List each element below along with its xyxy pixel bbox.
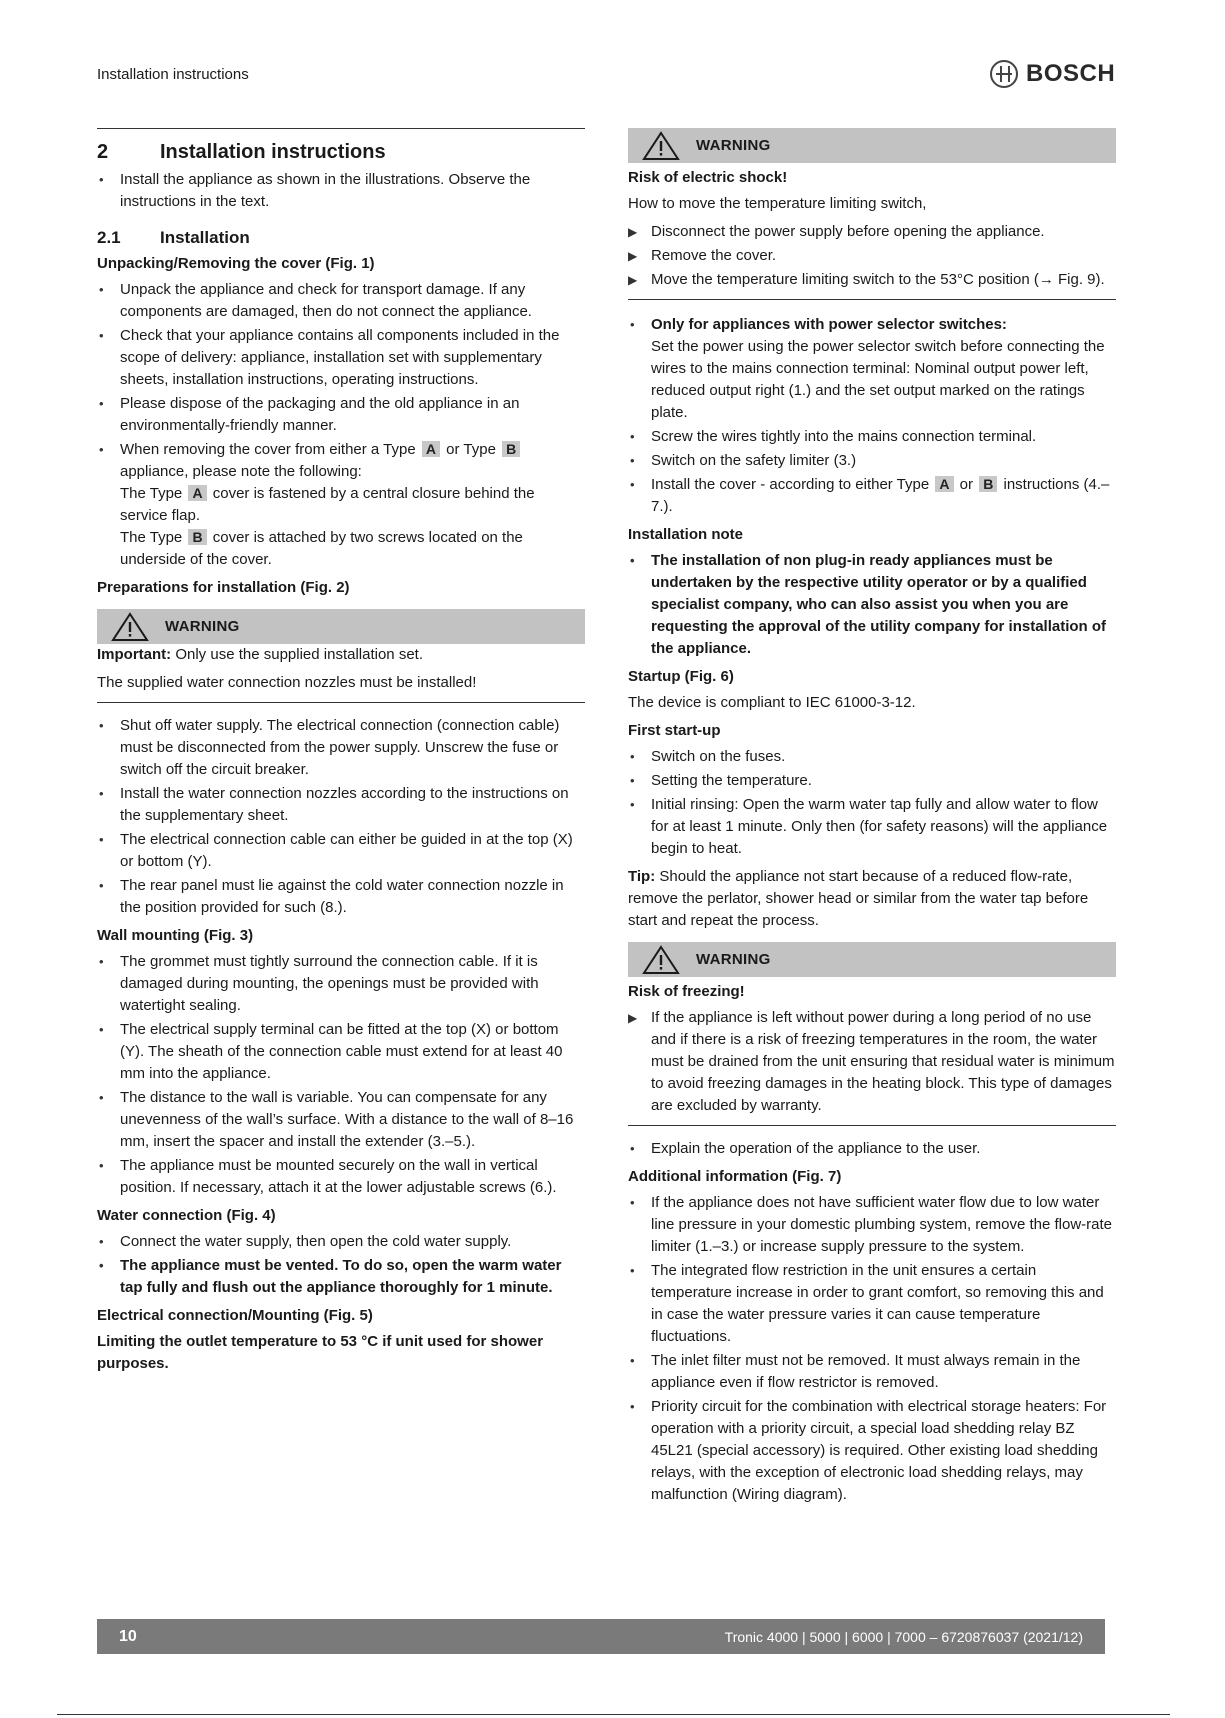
prep-heading: Preparations for installation (Fig. 2): [97, 579, 350, 596]
list-item-power: [628, 314, 1116, 424]
freeze-steps: [628, 1007, 1116, 1117]
shock-intro: How to move the temperature limiting switch,: [628, 195, 927, 212]
warning-label: WARNING: [165, 617, 240, 635]
subsection-number: 2.1: [97, 228, 121, 247]
warning-box: [97, 609, 585, 703]
tip-text: Should the appliance not start because of a reduced flow-rate, remove the perlator, shower head or similar from the water tap before start and repeat the process.: [628, 868, 1089, 929]
type-b-badge: B: [979, 476, 997, 492]
list-item: • Setting the temperature.: [628, 770, 1116, 792]
cover-text: The Type: [120, 485, 183, 502]
list-item: • The electrical connection cable can either be guided in at the top (X) or bottom (Y).: [97, 829, 585, 873]
type-b-badge: B: [502, 441, 520, 457]
freeze-heading: Risk of freezing!: [628, 983, 745, 1000]
bosch-armature-icon: [990, 60, 1018, 88]
additional-list: [628, 1192, 1116, 1506]
cover-text: or Type: [446, 441, 496, 458]
subsection-title: Installation: [160, 228, 250, 247]
cover-text: instructions (4.–7.).: [651, 476, 1110, 515]
list-item: • Screw the wires tightly into the mains connection terminal.: [628, 426, 1116, 448]
left-column: [97, 128, 585, 1379]
warning-text: The supplied water connection nozzles must be installed!: [97, 674, 477, 691]
list-item: • Explain the operation of the appliance to the user.: [628, 1138, 1116, 1160]
list-item: • Please dispose of the packaging and the old appliance in an environmentally-friendly manner.: [97, 393, 585, 437]
type-a-badge: A: [422, 441, 440, 457]
shock-heading: Risk of electric shock!: [628, 169, 788, 186]
warning-header: [628, 128, 1116, 163]
shock-steps: [628, 221, 1116, 291]
cover-text: appliance, please note the following:: [120, 463, 362, 480]
type-a-badge: A: [935, 476, 953, 492]
first-startup-list: [628, 746, 1116, 860]
list-item: • The appliance must be vented. To do so, open the warm water tap fully and flush out the appliance thoroughly for 1 minute.: [97, 1255, 585, 1299]
type-b-badge: B: [188, 529, 206, 545]
list-item: • Switch on the safety limiter (3.): [628, 450, 1116, 472]
cover-text: The Type: [120, 529, 183, 546]
warning-text: Only use the supplied installation set.: [175, 646, 423, 663]
power-list: [628, 314, 1116, 518]
warning-box: [628, 942, 1116, 1126]
warning-triangle-icon: [642, 945, 680, 975]
startup-heading: Startup (Fig. 6): [628, 668, 734, 685]
warning-triangle-icon: [642, 131, 680, 161]
list-item: • The inlet filter must not be removed. It must always remain in the appliance even if flow restrictor is removed.: [628, 1350, 1116, 1394]
list-item: • Switch on the fuses.: [628, 746, 1116, 768]
power-heading: Only for appliances with power selector switches:: [651, 316, 1007, 333]
cover-text: cover is attached by two screws located on the underside of the cover.: [120, 529, 523, 568]
water-list: [97, 1231, 585, 1299]
power-text: Set the power using the power selector switch before connecting the wires to the mains connection terminal: Nominal output power left, reduced output right (1.) and the set output marked on the ratings plate.: [651, 338, 1105, 421]
list-item: • The distance to the wall is variable. You can compensate for any unevenness of the wall’s surface. With a distance to the wall of 8–16 mm, insert the spacer and install the extender (3.–5.).: [97, 1087, 585, 1153]
cover-text: or: [959, 476, 974, 493]
important-label: Important:: [97, 646, 172, 663]
page-footer: [97, 1619, 1105, 1654]
type-a-badge: A: [188, 485, 206, 501]
running-header: Installation instructions: [97, 66, 249, 83]
water-heading: Water connection (Fig. 4): [97, 1207, 276, 1224]
list-item-cover: [628, 474, 1116, 518]
step-item: ▶ Remove the cover.: [628, 245, 1116, 267]
list-item: • Connect the water supply, then open the cold water supply.: [97, 1231, 585, 1253]
right-column: [628, 128, 1116, 1512]
brand-name: BOSCH: [1026, 60, 1116, 87]
explain-list: [628, 1138, 1116, 1160]
brand-logo: [990, 60, 1115, 88]
wall-list: [97, 951, 585, 1199]
step-item: ▶ If the appliance is left without power during a long period of no use and if there is a risk of freezing temperatures in the room, the water must be drained from the unit ensuring that residual water is minimum to avoid freezing damages in the heating block. This type of damages are excluded by warranty.: [628, 1007, 1116, 1117]
note-list: [628, 550, 1116, 660]
intro-list: [97, 169, 585, 213]
warning-triangle-icon: [111, 612, 149, 642]
list-item: • The installation of non plug-in ready appliances must be undertaken by the respective utility operator or by a qualified specialist company, who can also assist you when you are requesting the approval of the utility company for installation of the appliance.: [628, 550, 1116, 660]
list-item: • Shut off water supply. The electrical connection (connection cable) must be disconnected from the power supply. Unscrew the fuse or switch off the circuit breaker.: [97, 715, 585, 781]
cover-text: Install the cover - according to either Type: [651, 476, 930, 493]
additional-heading: Additional information (Fig. 7): [628, 1168, 842, 1185]
warning-label: WARNING: [696, 950, 771, 968]
section-number: 2: [97, 141, 109, 163]
startup-text: The device is compliant to IEC 61000-3-12.: [628, 694, 916, 711]
list-item: • If the appliance does not have sufficient water flow due to low water line pressure in your domestic plumbing system, remove the flow-rate limiter (1.–3.) or increase supply pressure to the system.: [628, 1192, 1116, 1258]
list-item: • The rear panel must lie against the cold water connection nozzle in the position provided for such (8.).: [97, 875, 585, 919]
document-reference: Tronic 4000 | 5000 | 6000 | 7000 – 6720876037 (2021/12): [724, 1629, 1083, 1645]
list-item: • Unpack the appliance and check for transport damage. If any components are damaged, then do not connect the appliance.: [97, 279, 585, 323]
list-item: • Check that your appliance contains all components included in the scope of delivery: appliance, installation set with supplementary sheets, installation instructions, operating instructions.: [97, 325, 585, 391]
list-item: • The appliance must be mounted securely on the wall in vertical position. If necessary, attach it at the lower adjustable screws (6.).: [97, 1155, 585, 1199]
list-item: • Priority circuit for the combination with electrical storage heaters: For operation with a priority circuit, a special load shedding relay BZ 45L21 (special accessory) is required. Other existing load shedding relays, with the exception of electronic load shedding relays, may malfunction (Wiring diagram).: [628, 1396, 1116, 1506]
prep-list: [97, 715, 585, 919]
subsection-heading: [97, 227, 585, 249]
tip: [628, 866, 1116, 932]
cover-text: cover is fastened by a central closure behind the service flap.: [120, 485, 535, 524]
elec-heading: Electrical connection/Mounting (Fig. 5): [97, 1307, 373, 1324]
warning-box: [628, 128, 1116, 300]
warning-header: [628, 942, 1116, 977]
unpack-heading: Unpacking/Removing the cover (Fig. 1): [97, 255, 375, 272]
list-item: • Initial rinsing: Open the warm water tap fully and allow water to flow for at least 1 minute. Only then (for safety reasons) will the appliance begin to heat.: [628, 794, 1116, 860]
wall-heading: Wall mounting (Fig. 3): [97, 927, 254, 944]
limit-heading: Limiting the outlet temperature to 53 °C if unit used for shower purposes.: [97, 1333, 544, 1372]
first-startup-heading: First start-up: [628, 722, 721, 739]
tip-label: Tip:: [628, 868, 656, 885]
list-item: • Install the appliance as shown in the illustrations. Observe the instructions in the text.: [97, 169, 585, 213]
bottom-rule: [57, 1714, 1170, 1715]
note-heading: Installation note: [628, 526, 744, 543]
list-item: • Install the water connection nozzles according to the instructions on the supplementary sheet.: [97, 783, 585, 827]
section-title: Installation instructions: [160, 141, 386, 163]
list-item-cover: [97, 439, 585, 571]
warning-header: [97, 609, 585, 644]
step-item: ▶ Move the temperature limiting switch to the 53°C position (→ Fig. 9).: [628, 269, 1116, 291]
step-item: ▶ Disconnect the power supply before opening the appliance.: [628, 221, 1116, 243]
list-item: • The integrated flow restriction in the unit ensures a certain temperature increase in order to grant comfort, so removing this and in case the water pressure varies it can cause temperature fluctuations.: [628, 1260, 1116, 1348]
page-number: 10: [119, 1628, 137, 1645]
cover-text: When removing the cover from either a Type: [120, 441, 416, 458]
list-item: • The grommet must tightly surround the connection cable. If it is damaged during mounting, the openings must be provided with watertight sealing.: [97, 951, 585, 1017]
unpack-list: [97, 279, 585, 571]
warning-label: WARNING: [696, 136, 771, 154]
section-heading: [97, 141, 585, 163]
list-item: • The electrical supply terminal can be fitted at the top (X) or bottom (Y). The sheath of the connection cable must extend for at least 40 mm into the appliance.: [97, 1019, 585, 1085]
